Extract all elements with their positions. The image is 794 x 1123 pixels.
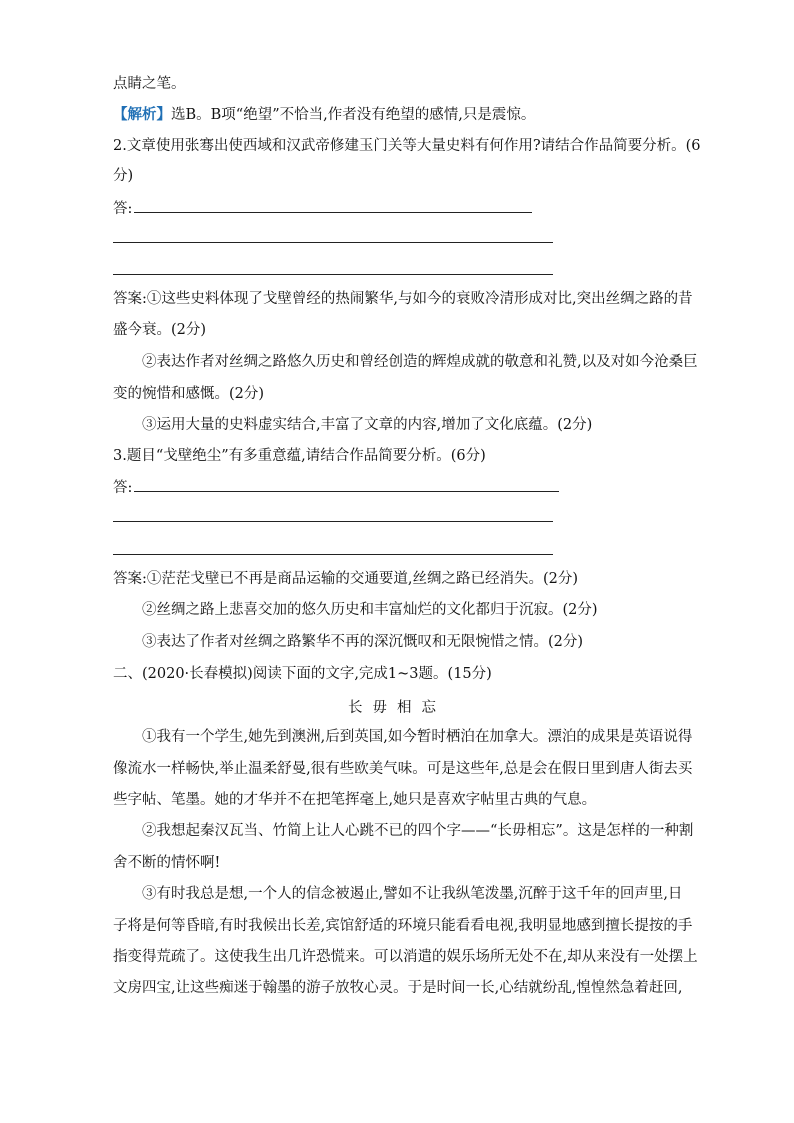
answer-blank-line [113,242,553,243]
answer-2-3: ③运用大量的史料虚实结合,丰富了文章的内容,增加了文化底蕴。(2分) [142,417,593,433]
answer-blank-line [113,274,553,275]
answer-3-3: ③表达了作者对丝绸之路繁华不再的深沉慨叹和无限惋惜之情。(2分) [142,634,584,650]
answer-label: 答: [113,480,133,496]
answer-blank-line [134,491,559,492]
text-line: 点睛之笔。 [113,76,186,92]
paragraph-line: 子将是何等昏暗,有时我候出长差,宾馆舒适的环境只能看看电视,我明显地感到擅长提按的手 [113,918,693,934]
paragraph-line: ③有时我总是想,一个人的信念被遏止,譬如不让我纵笔泼墨,沉醉于这千年的回声里,日 [142,886,683,902]
question-3: 3.题目“戈壁绝尘”有多重意蕴,请结合作品简要分析。(6分) [113,448,486,464]
paragraph-line: 舍不断的情怀啊! [113,855,221,871]
answer-label: 答: [113,201,133,217]
paragraph-line: ②我想起秦汉瓦当、竹简上让人心跳不已的四个字——“长毋相忘”。这是怎样的一种割 [142,823,694,839]
answer-2-2b: 变的惋惜和感慨。(2分) [113,386,265,402]
article-title: 长毋相忘 [348,700,446,716]
answer-blank-line [113,554,553,555]
question-2-line-1: 2.文章使用张骞出使西域和汉武帝修建玉门关等大量史料有何作用?请结合作品简要分析。(6 [113,138,701,154]
answer-3-1: 答案:①茫茫戈壁已不再是商品运输的交通要道,丝绸之路已经消失。(2分) [113,571,579,587]
answer-3-2: ②丝绸之路上悲喜交加的悠久历史和丰富灿烂的文化都归于沉寂。(2分) [142,602,598,618]
paragraph-line: ①我有一个学生,她先到澳洲,后到英国,如今暂时栖泊在加拿大。漂泊的成果是英语说得 [142,729,693,745]
answer-2-2a: ②表达作者对丝绸之路悠久历史和曾经创造的辉煌成就的敬意和礼赞,以及对如今沧桑巨 [142,354,698,370]
question-2-line-2: 分) [113,168,134,184]
analysis-tag: 【解析】 [113,106,171,123]
answer-blank-line [113,521,553,522]
analysis-line [113,105,535,125]
analysis-text: 选B。B项“绝望”不恰当,作者没有绝望的感情,只是震惊。 [171,107,536,123]
paragraph-line: 指变得荒疏了。这使我生出几许恐慌来。可以消遣的娱乐场所无处不在,却从来没有一处摆上 [113,949,698,965]
section-2-heading: 二、(2020·长春模拟)阅读下面的文字,完成1~3题。(15分) [113,666,492,682]
answer-2-1b: 盛今衰。(2分) [113,322,207,338]
answer-blank-line [134,212,532,213]
answer-2-1a: 答案:①这些史料体现了戈壁曾经的热闹繁华,与如今的衰败冷清形成对比,突出丝绸之路的昔 [113,291,693,307]
paragraph-line: 像流水一样畅快,举止温柔舒曼,很有些欧美气味。可是这些年,总是会在假日里到唐人街去买 [113,761,693,777]
paragraph-line: 文房四宝,让这些痴迷于翰墨的游子放牧心灵。于是时间一长,心结就纷乱,惶惶然急着赶回, [113,980,683,996]
paragraph-line: 些字帖、笔墨。她的才华并不在把笔挥毫上,她只是喜欢字帖里古典的气息。 [113,792,597,808]
